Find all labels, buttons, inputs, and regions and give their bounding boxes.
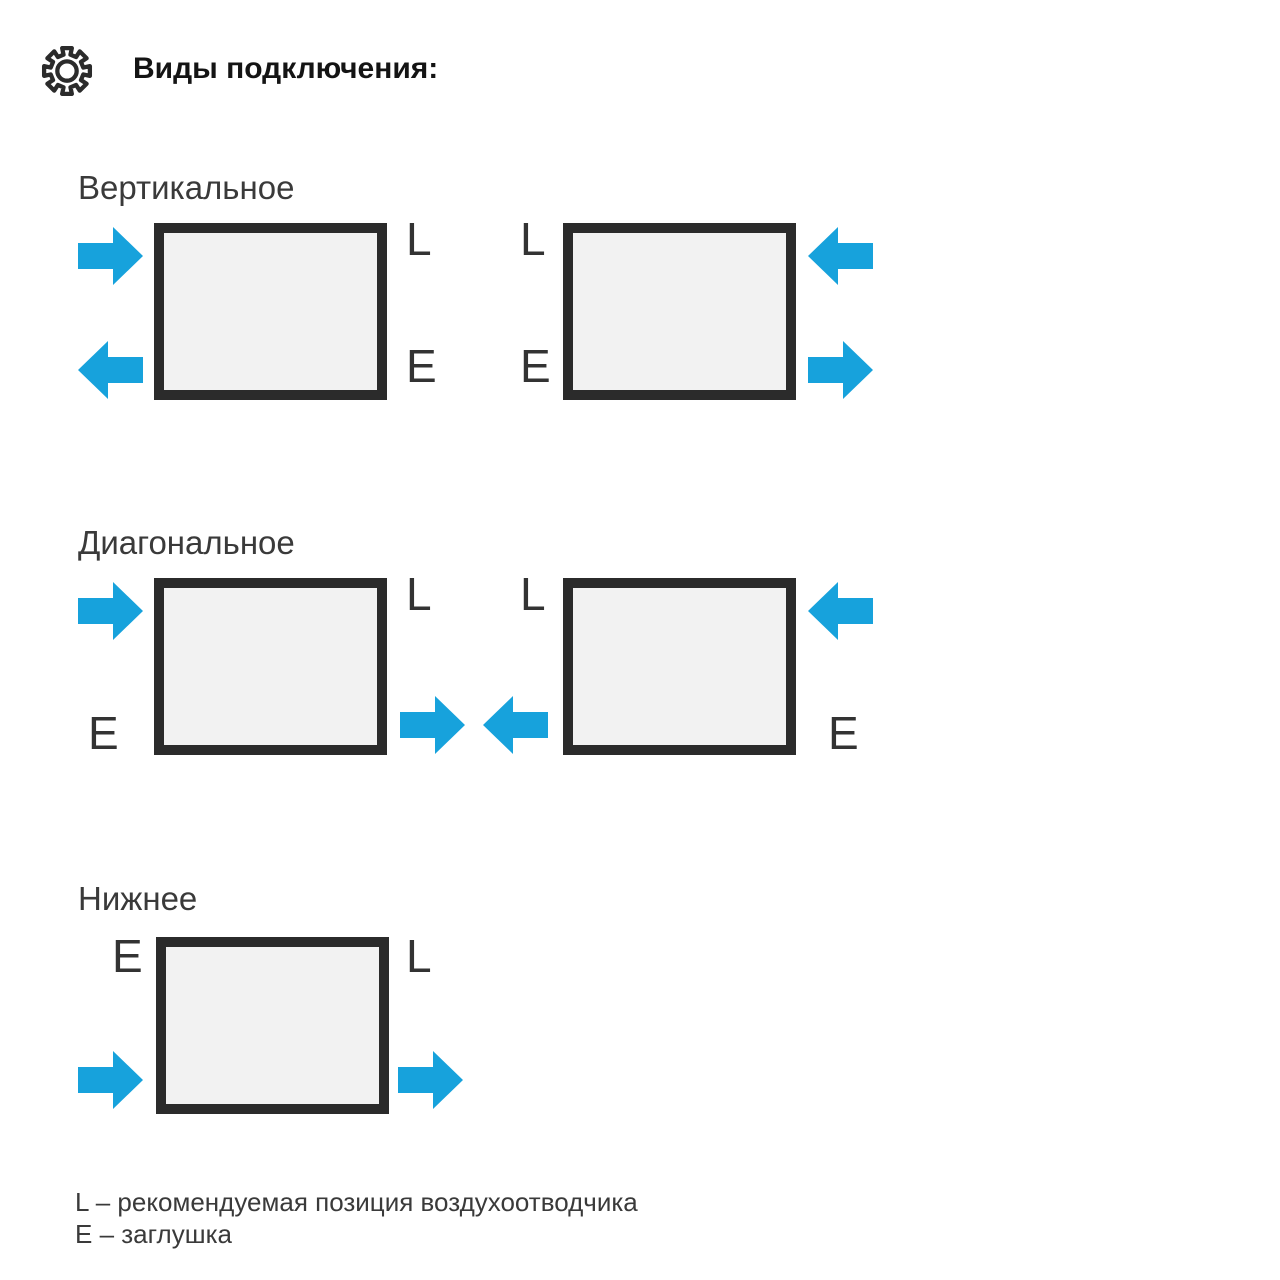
e-marker: E [828,707,859,759]
l-marker: L [520,213,546,265]
e-marker: E [406,340,437,392]
radiator-box [154,223,387,400]
flow-arrow-left-icon [483,696,548,754]
section-title-bottom: Нижнее [78,880,198,917]
legend-line-e: E – заглушка [75,1219,232,1249]
flow-arrow-right-icon [78,582,143,640]
l-marker: L [406,930,432,982]
e-marker: E [520,340,551,392]
radiator-box [156,937,389,1114]
l-marker: L [520,568,546,620]
radiator-box [563,578,796,755]
flow-arrow-right-icon [78,227,143,285]
section-title-vertical: Вертикальное [78,169,295,206]
legend-line-l: L – рекомендуемая позиция воздухоотводчика [75,1187,638,1217]
page-title: Виды подключения: [133,52,439,85]
radiator-box [154,578,387,755]
gear-icon [40,44,94,98]
flow-arrow-left-icon [808,582,873,640]
e-marker: E [88,707,119,759]
l-marker: L [406,213,432,265]
flow-arrow-right-icon [400,696,465,754]
flow-arrow-left-icon [808,227,873,285]
l-marker: L [406,568,432,620]
flow-arrow-right-icon [398,1051,463,1109]
section-title-diagonal: Диагональное [78,524,295,561]
radiator-box [563,223,796,400]
flow-arrow-left-icon [78,341,143,399]
flow-arrow-right-icon [78,1051,143,1109]
flow-arrow-right-icon [808,341,873,399]
e-marker: E [112,930,143,982]
